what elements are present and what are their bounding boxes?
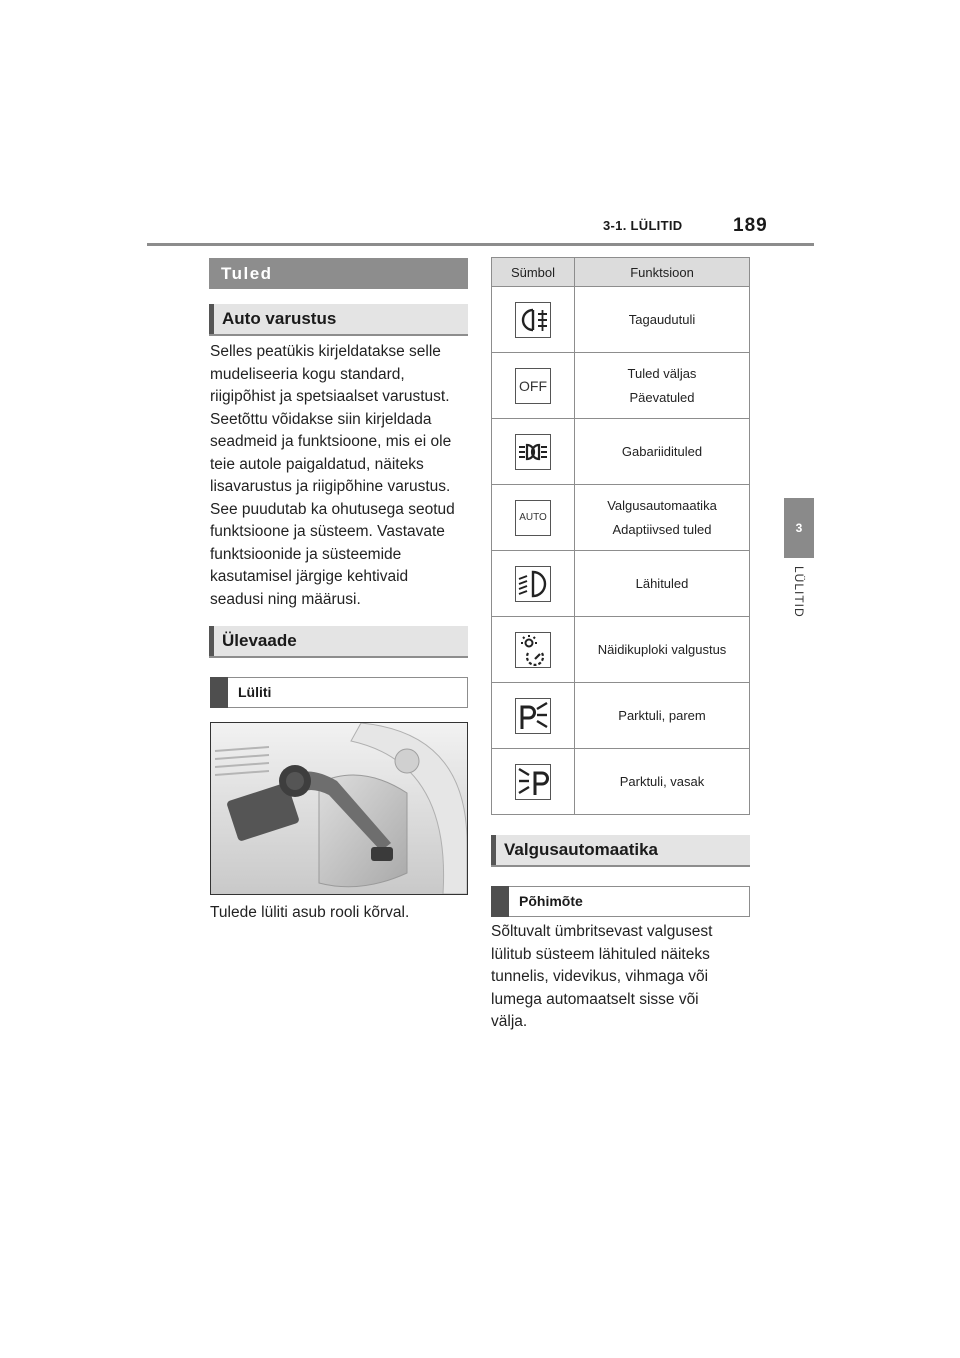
function-text: Tagaudutuli — [628, 311, 696, 327]
function-text: Valgusautomaatika — [607, 497, 717, 513]
header-function: Funktsioon — [575, 258, 750, 287]
paragraph-line: tunnelis, videvikus, vihmaga või — [491, 968, 709, 985]
symbol-cell — [492, 353, 575, 419]
symbol-cell — [492, 551, 575, 617]
heading-equipment — [209, 304, 468, 336]
subheading-switch — [210, 677, 468, 708]
symbol-cell — [492, 485, 575, 551]
subheading-principle-text: Põhimõte — [519, 893, 583, 909]
table-row — [492, 683, 750, 749]
subheading-principle — [491, 886, 750, 917]
paragraph-line: Sõltuvalt ümbritsevast valgusest — [491, 923, 713, 940]
paragraph-line: funktsioonide ja süsteemide — [210, 545, 402, 563]
symbol-cell — [492, 419, 575, 485]
chapter-label — [782, 566, 816, 636]
heading-auto-lights — [491, 835, 750, 867]
function-cell — [575, 683, 750, 749]
symbol-table — [491, 257, 750, 815]
principle-paragraph — [491, 921, 753, 1034]
low-beam-icon — [515, 566, 551, 602]
table-row — [492, 287, 750, 353]
function-cell — [575, 419, 750, 485]
equipment-paragraph — [210, 341, 472, 611]
function-cell — [575, 617, 750, 683]
function-cell — [575, 485, 750, 551]
table-row — [492, 353, 750, 419]
function-cell — [575, 551, 750, 617]
paragraph-line: seadmeid ja funktsioone, mis ei ole — [210, 433, 452, 450]
paragraph-line: lumega automaatselt sisse või — [491, 990, 699, 1008]
header-symbol: Sümbol — [492, 258, 575, 287]
heading-overview-text: Ülevaade — [222, 631, 297, 650]
paragraph-line: teie autole paigaldatud, näiteks — [210, 455, 424, 473]
table-row — [492, 485, 750, 551]
paragraph-line: lisavarustus ja riigipõhine varustus. — [210, 478, 451, 495]
photo-caption: Tulede lüliti asub rooli kõrval. — [210, 904, 410, 921]
heading-overview — [209, 626, 468, 658]
main-heading: Tuled — [209, 258, 468, 289]
lights-off-icon — [515, 368, 551, 404]
paragraph-line: funktsioone ja süsteem. Vastavate — [210, 523, 445, 540]
parking-light-right-icon — [515, 698, 551, 734]
function-cell — [575, 353, 750, 419]
parking-light-left-icon — [515, 764, 551, 800]
light-switch-photo — [210, 722, 468, 895]
light-switch-illustration — [211, 723, 467, 894]
rear-fog-light-icon — [515, 302, 551, 338]
paragraph-line: riigipõhist ja spetsiaalset varustust. — [210, 388, 450, 405]
function-text: Tuled väljas — [627, 365, 697, 381]
paragraph-line: lülitub süsteem lähituled näiteks — [491, 945, 710, 963]
function-text: Parktuli, parem — [618, 707, 706, 723]
function-text: Päevatuled — [629, 389, 695, 405]
paragraph-line: kasutamisel järgige kehtivaid — [210, 568, 409, 585]
header-rule — [147, 243, 814, 246]
table-row — [492, 419, 750, 485]
paragraph-line: Seetõttu võidakse siin kirjeldada — [210, 410, 432, 428]
paragraph-line: välja. — [491, 1013, 528, 1030]
auto-lights-text: AUTO — [519, 512, 547, 523]
paragraph-line: seadusi ning määrusi. — [210, 590, 361, 608]
table-header-row — [492, 258, 750, 287]
auto-lights-icon — [515, 500, 551, 536]
side-lights-icon — [515, 434, 551, 470]
heading-equipment-text: Auto varustus — [222, 309, 337, 328]
chapter-label-text: LÜLITID — [792, 566, 806, 618]
function-cell — [575, 749, 750, 815]
function-text: Näidikuploki valgustus — [597, 641, 727, 657]
page-number: 189 — [733, 215, 768, 236]
table-row — [492, 617, 750, 683]
lights-off-text: OFF — [519, 377, 547, 394]
chapter-tab: 3 — [784, 498, 814, 558]
function-text: Lähituled — [635, 575, 689, 591]
function-text: Adaptiivsed tuled — [612, 521, 712, 537]
function-text: Parktuli, vasak — [619, 773, 705, 789]
paragraph-line: See puudutab ka ohutusega seotud — [210, 500, 455, 518]
table-row — [492, 551, 750, 617]
function-text: Gabariidituled — [621, 443, 703, 459]
subheading-switch-text: Lüliti — [238, 684, 272, 700]
paragraph-line: Selles peatükis kirjeldatakse selle — [210, 343, 441, 360]
symbol-cell — [492, 617, 575, 683]
function-cell — [575, 287, 750, 353]
symbol-cell — [492, 749, 575, 815]
symbol-cell — [492, 287, 575, 353]
section-title: 3-1. LÜLITID — [603, 218, 683, 233]
instrument-lighting-icon — [515, 632, 551, 668]
heading-auto-lights-text: Valgusautomaatika — [504, 840, 659, 859]
paragraph-line: mudeliseeria kogu standard, — [210, 365, 405, 383]
table-row — [492, 749, 750, 815]
symbol-cell — [492, 683, 575, 749]
